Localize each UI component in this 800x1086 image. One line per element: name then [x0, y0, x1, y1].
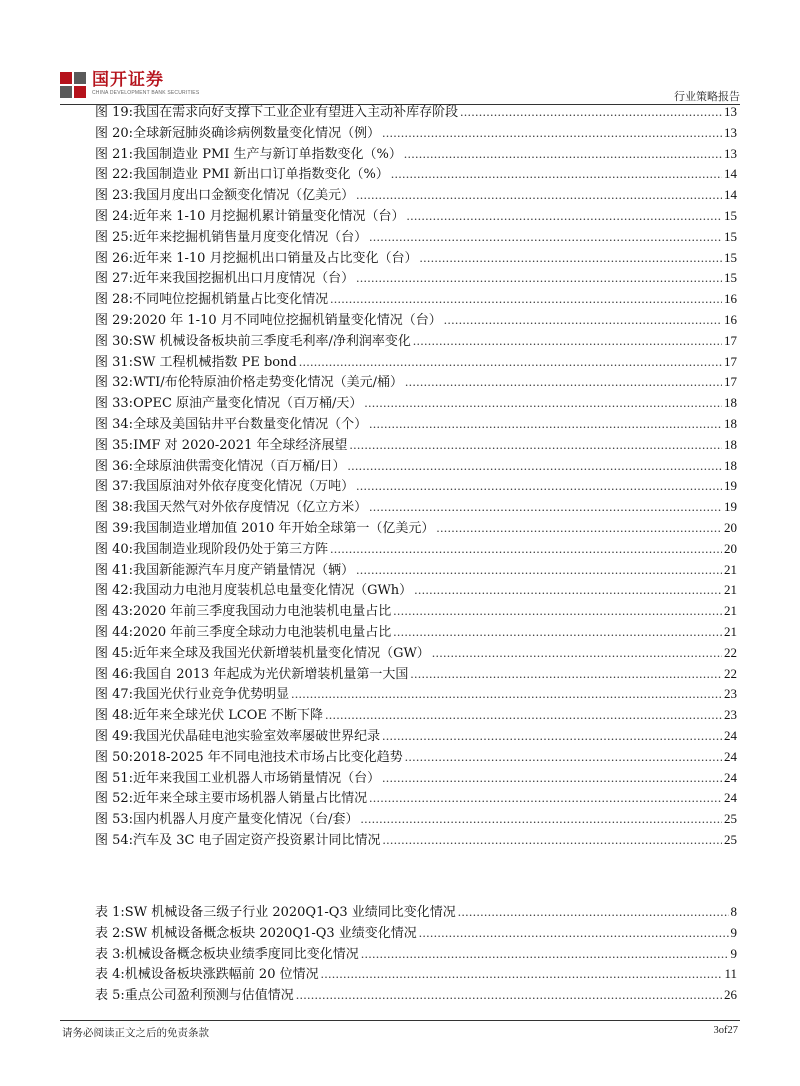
leader-dots	[413, 331, 722, 352]
entry-label: 图 42:	[95, 583, 134, 599]
entry-page-number: 15	[724, 249, 737, 265]
entry-label: 图 28:	[95, 292, 134, 308]
entry-page-number: 21	[724, 623, 737, 639]
entry-label: 图 38:	[95, 500, 134, 516]
leader-dots	[350, 435, 723, 456]
entry-page-number: 15	[724, 207, 737, 223]
figure-entry[interactable]	[95, 268, 737, 289]
leader-dots	[414, 580, 722, 601]
entry-label: 图 26:	[95, 250, 134, 266]
entry-title: 近年来全球主要市场机器人销量占比情况	[133, 791, 368, 807]
entry-label: 图 22:	[95, 167, 134, 183]
leader-dots	[432, 643, 722, 664]
page-number: 3of27	[713, 1025, 738, 1036]
entry-label: 图 20:	[95, 125, 134, 141]
entry-page-number: 17	[724, 332, 737, 348]
entry-title: 近年来挖掘机销售量月度变化情况（台）	[133, 229, 368, 245]
entry-label: 图 40:	[95, 541, 134, 557]
entry-page-number: 16	[724, 291, 737, 307]
entry-page-number: 18	[724, 395, 737, 411]
entry-page-number: 26	[724, 987, 737, 1003]
leader-dots	[383, 830, 722, 851]
entry-page-number: 21	[724, 561, 737, 577]
entry-label: 图 29:	[95, 312, 134, 328]
leader-dots	[436, 518, 722, 539]
entry-label: 图 31:	[95, 354, 134, 370]
entry-page-number: 25	[724, 811, 737, 827]
entry-page-number: 17	[724, 353, 737, 369]
entry-label: 图 51:	[95, 770, 134, 786]
entry-page-number: 15	[724, 228, 737, 244]
logo-mark-icon	[60, 72, 86, 98]
figure-entry[interactable]	[95, 518, 737, 539]
figure-entry[interactable]	[95, 768, 737, 789]
figure-entry[interactable]	[95, 788, 737, 809]
leader-dots	[369, 414, 722, 435]
entry-label: 表 2:	[95, 925, 125, 941]
entry-page-number: 9	[730, 924, 737, 940]
figure-entry[interactable]	[95, 393, 737, 414]
entry-label: 图 36:	[95, 458, 134, 474]
figure-entry[interactable]	[95, 123, 737, 144]
leader-dots	[299, 352, 722, 373]
figure-entry[interactable]	[95, 248, 737, 269]
entry-label: 图 27:	[95, 271, 134, 287]
entry-title: 我国天然气对外依存度情况（亿立方米）	[133, 500, 368, 516]
entry-title: 国内机器人月度产量变化情况（台/套）	[133, 812, 359, 828]
entry-title: 近年来 1-10 月挖掘机出口销量及占比变化（台）	[133, 250, 418, 266]
table-entry[interactable]	[95, 902, 737, 923]
table-entry[interactable]	[95, 985, 737, 1006]
entry-title: 我国自 2013 年起成为光伏新增装机量第一大国	[133, 666, 409, 682]
figure-entry[interactable]	[95, 352, 737, 373]
entry-page-number: 13	[724, 145, 737, 161]
figure-entry[interactable]	[95, 144, 737, 165]
leader-dots	[291, 684, 722, 705]
entry-page-number: 11	[724, 966, 737, 982]
entry-label: 图 21:	[95, 146, 134, 162]
leader-dots	[356, 268, 722, 289]
entry-title: 汽车及 3C 电子固定资产投资累计同比情况	[133, 832, 381, 848]
figure-entry[interactable]	[95, 664, 737, 685]
entry-title: 我国动力电池月度装机总电量变化情况（GWh）	[133, 583, 413, 599]
leader-dots	[369, 788, 722, 809]
figure-entry[interactable]	[95, 164, 737, 185]
entry-label: 图 47:	[95, 687, 134, 703]
entry-label: 表 4:	[95, 967, 125, 983]
entry-title: 全球新冠肺炎确诊病例数量变化情况（例）	[133, 125, 381, 141]
entry-title: 机械设备概念板块业绩季度同比变化情况	[124, 946, 359, 962]
entry-label: 图 53:	[95, 812, 134, 828]
leader-dots	[347, 456, 722, 477]
figure-entry[interactable]	[95, 705, 737, 726]
entry-title: 全球原油供需变化情况（百万桶/日）	[133, 458, 346, 474]
entry-page-number: 24	[724, 748, 737, 764]
leader-dots	[420, 248, 722, 269]
entry-page-number: 13	[724, 104, 737, 119]
figure-entry[interactable]	[95, 684, 737, 705]
figure-entry[interactable]	[95, 497, 737, 518]
figure-list	[95, 102, 737, 851]
entry-label: 表 3:	[95, 946, 125, 962]
leader-dots	[382, 768, 722, 789]
figure-entry[interactable]	[95, 601, 737, 622]
leader-dots	[393, 622, 722, 643]
figure-entry[interactable]	[95, 310, 737, 331]
entry-title: SW 机械设备三级子行业 2020Q1-Q3 业绩同比变化情况	[124, 905, 456, 920]
leader-dots	[382, 726, 722, 747]
entry-label: 图 49:	[95, 728, 134, 744]
entry-page-number: 21	[724, 603, 737, 619]
entry-label: 图 24:	[95, 208, 134, 224]
figure-entry[interactable]	[95, 622, 737, 643]
footer-divider	[60, 1020, 740, 1021]
figure-entry[interactable]	[95, 830, 737, 851]
entry-page-number: 23	[724, 707, 737, 723]
entry-title: 近年来全球光伏 LCOE 不断下降	[133, 708, 324, 724]
entry-label: 图 32:	[95, 375, 134, 391]
entry-title: 2020 年 1-10 月不同吨位挖掘机销量变化情况（台）	[133, 312, 442, 328]
leader-dots	[405, 372, 722, 393]
entry-title: 近年来 1-10 月挖掘机累计销量变化情况（台）	[133, 208, 405, 224]
entry-page-number: 19	[724, 478, 737, 494]
entry-label: 图 52:	[95, 791, 134, 807]
leader-dots	[296, 985, 722, 1006]
leader-dots	[330, 289, 722, 310]
entry-page-number: 20	[724, 519, 737, 535]
entry-label: 图 46:	[95, 666, 134, 682]
table-list	[95, 902, 737, 1006]
entry-label: 图 48:	[95, 708, 134, 724]
figure-entry[interactable]	[95, 414, 737, 435]
entry-page-number: 17	[724, 374, 737, 390]
entry-title: 我国光伏行业竞争优势明显	[133, 687, 290, 703]
entry-label: 图 23:	[95, 188, 134, 204]
leader-dots	[321, 964, 723, 985]
entry-page-number: 25	[724, 831, 737, 847]
figure-entry[interactable]	[95, 331, 737, 352]
leader-dots	[361, 944, 729, 965]
entry-title: 机械设备板块涨跌幅前 20 位情况	[124, 967, 319, 983]
entry-label: 图 45:	[95, 645, 134, 661]
figure-entry[interactable]	[95, 227, 737, 248]
report-type: 行业策略报告	[674, 90, 740, 103]
entry-label: 图 30:	[95, 333, 134, 349]
figure-entry[interactable]	[95, 185, 737, 206]
page-header	[60, 70, 740, 106]
figure-entry[interactable]	[95, 102, 737, 123]
entry-page-number: 8	[730, 904, 737, 919]
entry-title: 我国制造业增加值 2010 年开始全球第一（亿美元）	[133, 520, 435, 536]
entry-label: 图 41:	[95, 562, 134, 578]
leader-dots	[369, 497, 722, 518]
entry-label: 表 5:	[95, 988, 125, 1004]
figure-entry[interactable]	[95, 747, 737, 768]
leader-dots	[458, 902, 729, 923]
entry-page-number: 23	[724, 686, 737, 702]
table-entry[interactable]	[95, 964, 737, 985]
entry-label: 图 37:	[95, 479, 134, 495]
figure-entry[interactable]	[95, 476, 737, 497]
entry-page-number: 24	[724, 727, 737, 743]
figure-entry[interactable]	[95, 580, 737, 601]
table-entry[interactable]	[95, 944, 737, 965]
entry-page-number: 18	[724, 415, 737, 431]
entry-title: 全球及美国钻井平台数量变化情况（个）	[133, 416, 368, 432]
entry-label: 图 50:	[95, 749, 134, 765]
figure-entry[interactable]	[95, 539, 737, 560]
entry-page-number: 9	[730, 945, 737, 961]
entry-title: 我国在需求向好支撑下工业企业有望进入主动补库存阶段	[133, 105, 459, 120]
table-entry[interactable]	[95, 923, 737, 944]
entry-title: SW 机械设备概念板块 2020Q1-Q3 业绩变化情况	[124, 925, 417, 941]
entry-title: 我国制造业 PMI 生产与新订单指数变化（%）	[133, 146, 402, 162]
entry-title: IMF 对 2020-2021 年全球经济展望	[133, 437, 348, 453]
entry-label: 图 33:	[95, 396, 134, 412]
entry-page-number: 18	[724, 457, 737, 473]
figure-entry[interactable]	[95, 206, 737, 227]
entry-title: 我国新能源汽车月度产销量情况（辆）	[133, 562, 355, 578]
entry-title: 近年来我国挖掘机出口月度情况（台）	[133, 271, 355, 287]
leader-dots	[405, 747, 722, 768]
leader-dots	[410, 664, 722, 685]
entry-title: 近年来我国工业机器人市场销量情况（台）	[133, 770, 381, 786]
company-logo	[60, 70, 199, 98]
entry-page-number: 19	[724, 499, 737, 515]
entry-title: 2020 年前三季度我国动力电池装机电量占比	[133, 604, 392, 620]
figure-entry[interactable]	[95, 456, 737, 477]
disclaimer-note: 请务必阅读正文之后的免责条款	[62, 1027, 209, 1039]
entry-page-number: 24	[724, 790, 737, 806]
entry-page-number: 14	[724, 166, 737, 182]
entry-label: 图 35:	[95, 437, 134, 453]
leader-dots	[364, 393, 722, 414]
entry-label: 表 1:	[95, 905, 125, 920]
figure-entry[interactable]	[95, 435, 737, 456]
figure-entry[interactable]	[95, 643, 737, 664]
entry-label: 图 25:	[95, 229, 134, 245]
entry-page-number: 21	[724, 582, 737, 598]
leader-dots	[444, 310, 722, 331]
entry-title: 重点公司盈利预测与估值情况	[124, 988, 294, 1004]
leader-dots	[391, 164, 722, 185]
leader-dots	[360, 809, 722, 830]
entry-title: 我国月度出口金额变化情况（亿美元）	[133, 188, 355, 204]
entry-label: 图 39:	[95, 520, 134, 536]
entry-label: 图 54:	[95, 832, 134, 848]
leader-dots	[356, 185, 722, 206]
figure-entry[interactable]	[95, 289, 737, 310]
entry-page-number: 14	[724, 187, 737, 203]
leader-dots	[325, 705, 722, 726]
entry-title: SW 工程机械指数 PE bond	[133, 354, 297, 370]
entry-title: 我国制造业 PMI 新出口订单指数变化（%）	[133, 167, 389, 183]
entry-title: 我国制造业现阶段仍处于第三方阵	[133, 541, 329, 557]
entry-title: SW 机械设备板块前三季度毛利率/净利润率变化	[133, 333, 411, 349]
entry-page-number: 20	[724, 540, 737, 556]
entry-label: 图 19:	[95, 105, 134, 120]
leader-dots	[460, 102, 722, 123]
leader-dots	[404, 144, 722, 165]
entry-page-number: 22	[724, 644, 737, 660]
leader-dots	[382, 123, 722, 144]
entry-title: 不同吨位挖掘机销量占比变化情况	[133, 292, 329, 308]
entry-title: 我国原油对外依存度变化情况（万吨）	[133, 479, 355, 495]
leader-dots	[369, 227, 722, 248]
entry-page-number: 16	[724, 311, 737, 327]
entry-label: 图 43:	[95, 604, 134, 620]
entry-page-number: 18	[724, 436, 737, 452]
entry-title: WTI/布伦特原油价格走势变化情况（美元/桶）	[133, 375, 403, 391]
leader-dots	[407, 206, 722, 227]
figure-entry[interactable]	[95, 372, 737, 393]
entry-title: 2020 年前三季度全球动力电池装机电量占比	[133, 624, 392, 640]
logo-english-name: CHINA DEVELOPMENT BANK SECURITIES	[92, 90, 200, 96]
figure-entry[interactable]	[95, 809, 737, 830]
entry-title: 我国光伏晶硅电池实验室效率屡破世界纪录	[133, 728, 381, 744]
entry-page-number: 13	[724, 124, 737, 140]
entry-page-number: 24	[724, 769, 737, 785]
entry-title: 2018-2025 年不同电池技术市场占比变化趋势	[133, 749, 403, 765]
entry-title: 近年来全球及我国光伏新增装机量变化情况（GW）	[133, 645, 430, 661]
leader-dots	[330, 539, 722, 560]
entry-title: OPEC 原油产量变化情况（百万桶/天）	[133, 396, 363, 412]
leader-dots	[356, 476, 722, 497]
entry-page-number: 15	[724, 270, 737, 286]
entry-page-number: 22	[724, 665, 737, 681]
leader-dots	[393, 601, 722, 622]
figure-entry[interactable]	[95, 726, 737, 747]
entry-label: 图 34:	[95, 416, 134, 432]
figure-entry[interactable]	[95, 560, 737, 581]
leader-dots	[356, 560, 722, 581]
logo-chinese-name: 国开证券	[92, 70, 164, 90]
entry-label: 图 44:	[95, 624, 134, 640]
leader-dots	[419, 923, 729, 944]
